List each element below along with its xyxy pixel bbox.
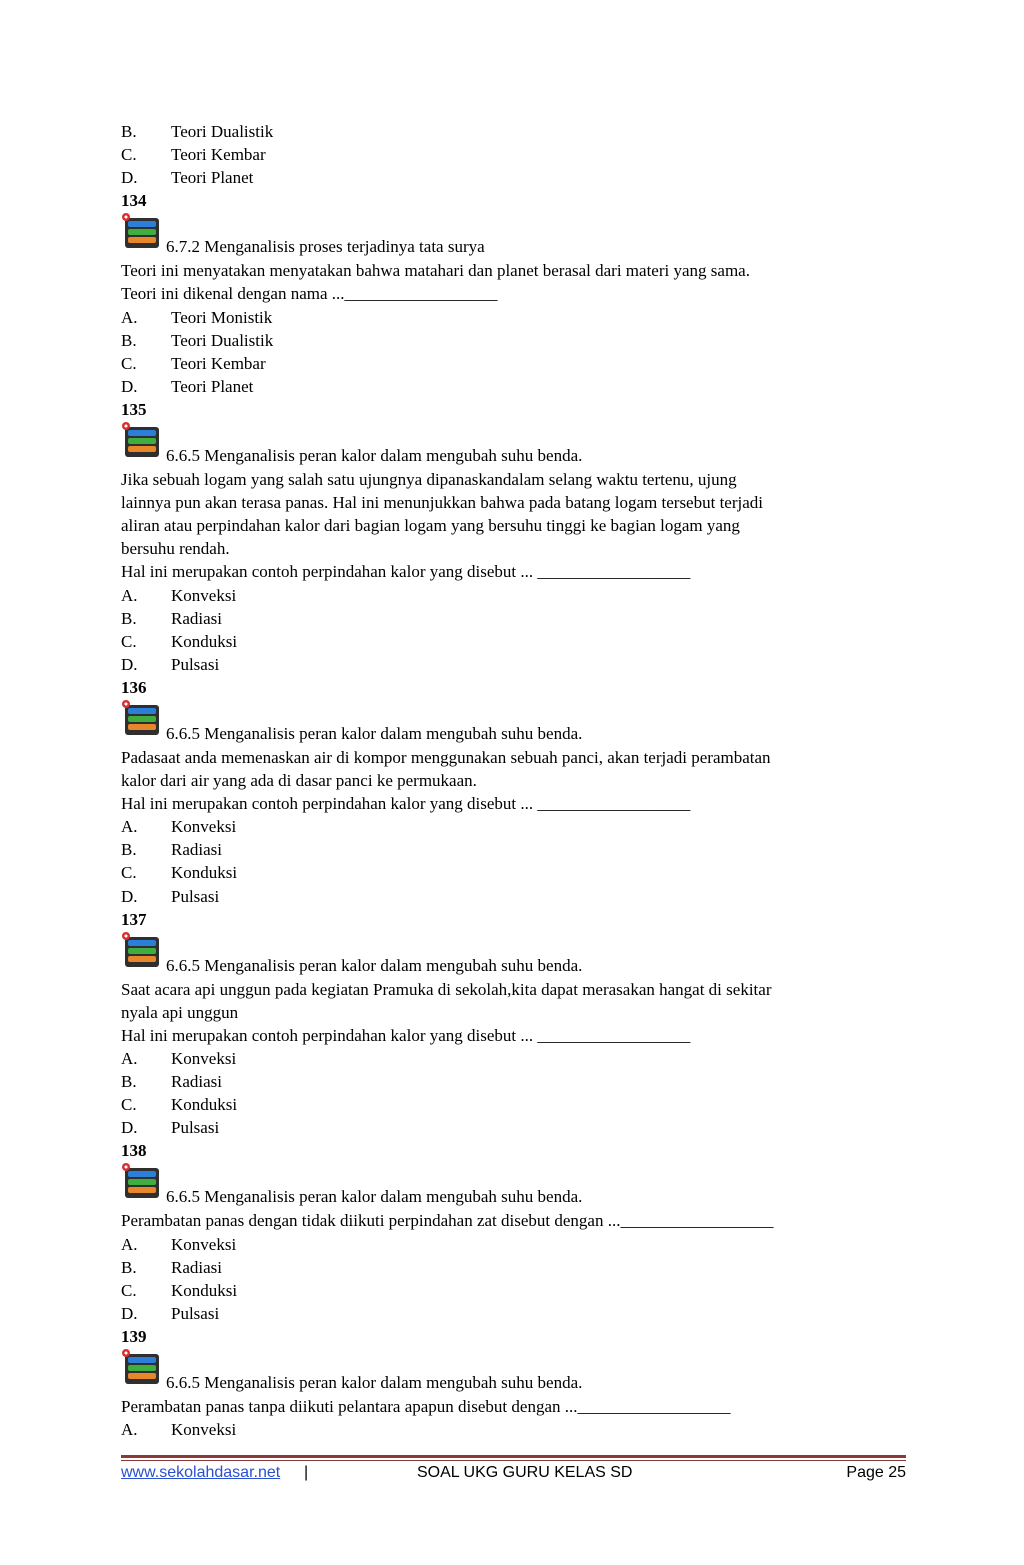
footer-separator: | (304, 1464, 309, 1481)
option: D. Teori Planet (121, 376, 254, 396)
topic-row (121, 931, 891, 978)
topic-label: 6.6.5 Menganalisis peran kalor dalam mengubah suhu benda. (166, 1187, 583, 1207)
topic-row (121, 1348, 891, 1395)
question-text: Saat acara api unggun pada kegiatan Pramuka di sekolah,kita dapat merasakan hangat di sekitar nyala api unggun Hal ini merupakan contoh perpindahan kalor yang disebut ... __________________ (121, 979, 772, 1045)
question-number: 137 (121, 909, 147, 929)
footer-divider (121, 1455, 906, 1458)
question-number: 139 (121, 1326, 147, 1346)
option: B. Radiasi (121, 1257, 222, 1277)
option: D. Pulsasi (121, 1118, 220, 1138)
list-database-icon (121, 421, 161, 461)
page-number: Page 25 (846, 1464, 906, 1481)
option: A. Konveksi (121, 817, 237, 837)
option: C. Konduksi (121, 631, 238, 651)
option: C. Konduksi (121, 863, 238, 883)
question-block (121, 1325, 891, 1441)
topic-row (121, 1162, 891, 1209)
question-text: Jika sebuah logam yang salah satu ujungnya dipanaskandalam selang waktu tertenu, ujung lainnya pun akan terasa panas. Hal ini menunjukkan bahwa pada batang logam tersebut terjadi aliran atau perpindahan kalor dari bagian logam yang bersuhu tinggi ke bagian logam yang bersuhu rendah. Hal ini merupakan contoh perpindahan kalor yang disebut ... __________________ (121, 470, 763, 582)
option: C. Teori Kembar (121, 353, 266, 373)
option: A. Teori Monistik (121, 307, 273, 327)
footer-divider-thin (121, 1460, 906, 1461)
document-body (121, 120, 891, 1441)
question-number: 135 (121, 399, 147, 419)
topic-label: 6.6.5 Menganalisis peran kalor dalam mengubah suhu benda. (166, 955, 583, 975)
option: A. Konveksi (121, 1234, 237, 1254)
topic-label: 6.6.5 Menganalisis peran kalor dalam mengubah suhu benda. (166, 723, 583, 743)
question-block (121, 189, 891, 398)
option: A. Konveksi (121, 1049, 237, 1068)
footer-title: SOAL UKG GURU KELAS SD (417, 1464, 633, 1481)
question-number: 136 (121, 677, 147, 697)
option: C. Konduksi (121, 1280, 238, 1300)
topic-label: 6.6.5 Menganalisis peran kalor dalam mengubah suhu benda. (166, 445, 583, 465)
previous-options (121, 120, 891, 189)
question-block (121, 398, 891, 676)
topic-row (121, 421, 891, 468)
question-number: 134 (121, 191, 147, 211)
topic-row (121, 699, 891, 746)
option: D. Pulsasi (121, 1303, 220, 1323)
question-block (121, 908, 891, 1140)
topic-row (121, 212, 891, 259)
option: B. Radiasi (121, 1072, 222, 1092)
question-block (121, 1139, 891, 1325)
list-database-icon (121, 1348, 161, 1388)
option: D. Pulsasi (121, 886, 220, 906)
topic-label: 6.7.2 Menganalisis proses terjadinya tata surya (166, 237, 485, 257)
question-number: 138 (121, 1141, 147, 1161)
option: B. Radiasi (121, 608, 222, 628)
option: A. Konveksi (121, 1420, 237, 1440)
option: B. Teori Dualistik (121, 122, 274, 141)
site-link[interactable]: www.sekolahdasar.net (121, 1464, 281, 1481)
list-database-icon (121, 699, 161, 739)
question-text: Teori ini menyatakan menyatakan bahwa matahari dan planet berasal dari materi yang sama. Teori ini dikenal dengan nama ...__________________ (121, 261, 750, 304)
question-text: Perambatan panas dengan tidak diikuti perpindahan zat disebut dengan ...__________________ (121, 1211, 774, 1231)
option: B. Teori Dualistik (121, 330, 274, 350)
list-database-icon (121, 1162, 161, 1202)
question-block (121, 676, 891, 908)
topic-label: 6.6.5 Menganalisis peran kalor dalam mengubah suhu benda. (166, 1372, 583, 1392)
option: D. Teori Planet (121, 168, 254, 188)
question-text: Perambatan panas tanpa diikuti pelantara apapun disebut dengan ...__________________ (121, 1397, 731, 1417)
question-text: Padasaat anda memenaskan air di kompor menggunakan sebuah panci, akan terjadi perambatan kalor dari air yang ada di dasar panci ke permukaan. Hal ini merupakan contoh perpindahan kalor yang disebut ... __________________ (121, 747, 771, 814)
page-footer (121, 1464, 906, 1488)
option: C. Teori Kembar (121, 145, 266, 165)
option: C. Konduksi (121, 1095, 238, 1115)
option: D. Pulsasi (121, 654, 220, 674)
option: A. Konveksi (121, 585, 237, 605)
list-database-icon (121, 931, 161, 971)
option: B. Radiasi (121, 840, 222, 860)
list-database-icon (121, 212, 161, 252)
